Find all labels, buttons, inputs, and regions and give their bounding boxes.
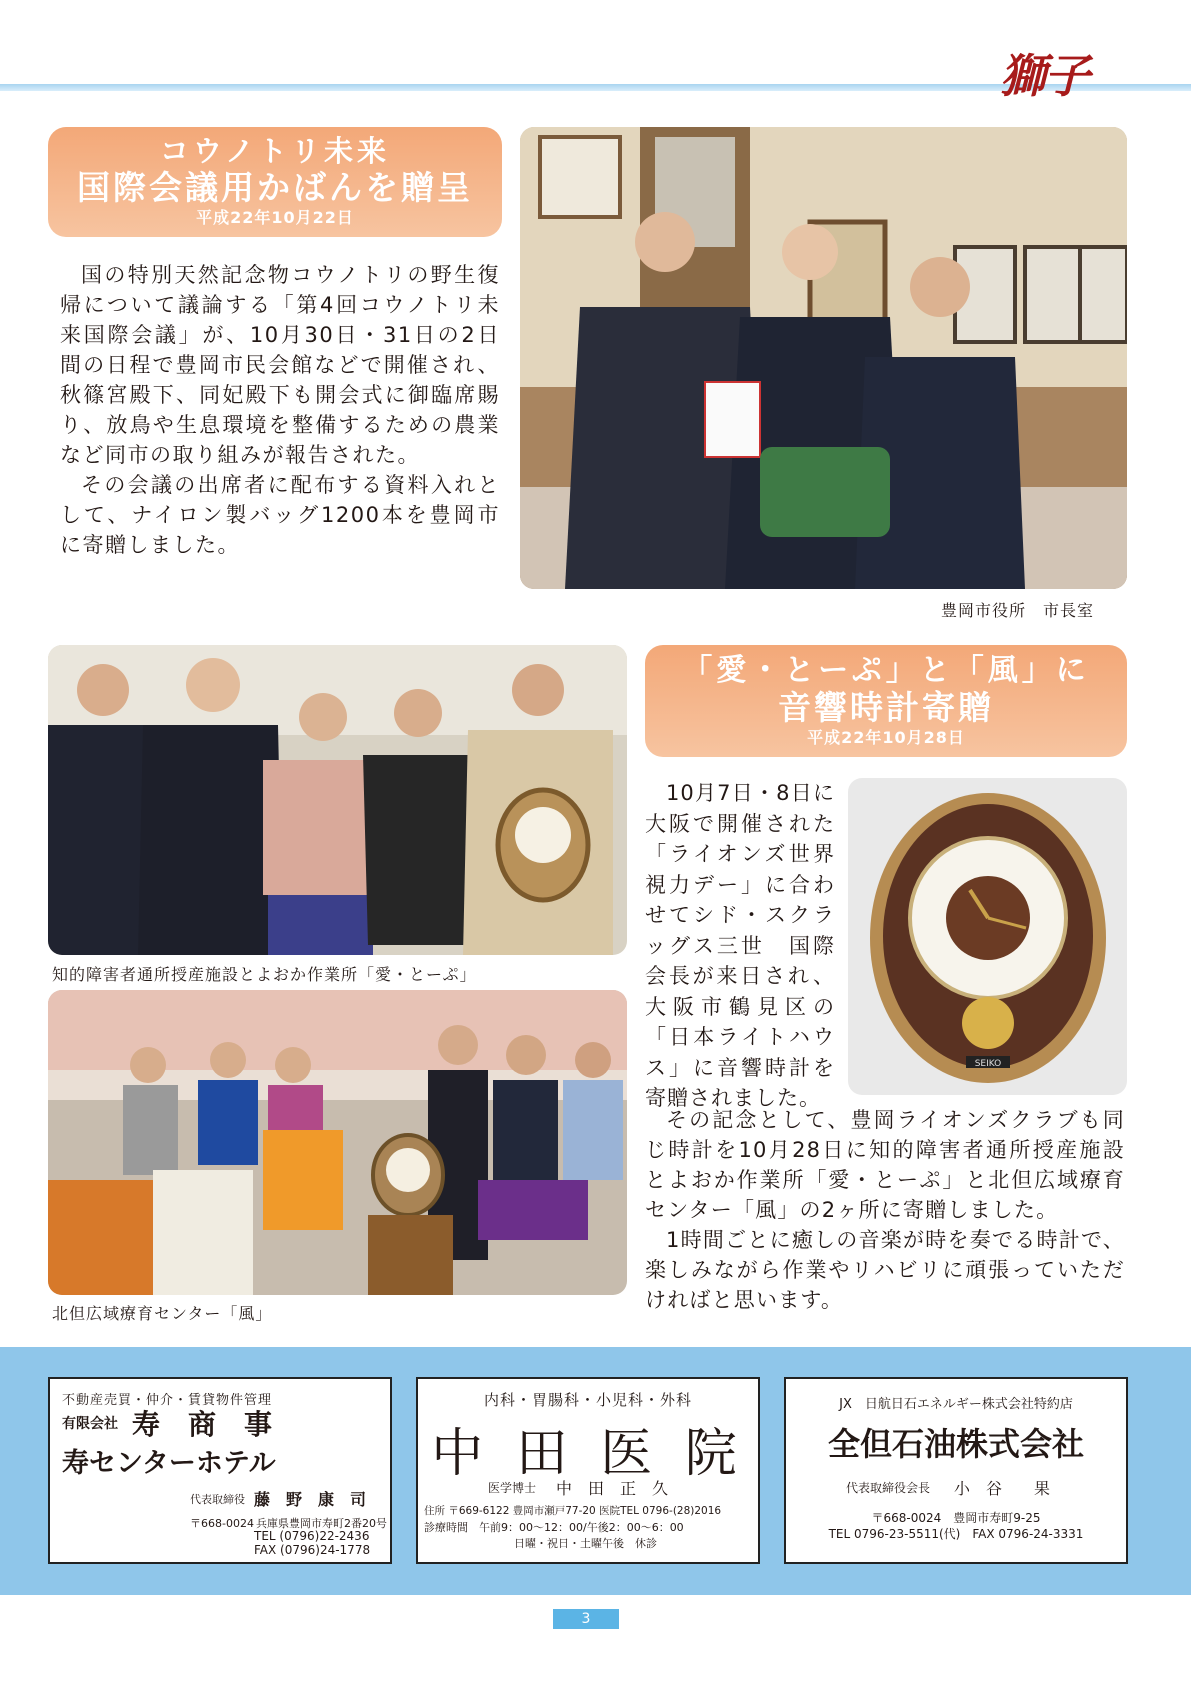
ceremony-photo-image [520, 127, 1127, 589]
ad2-closed: 日曜・祝日・土曜午後 休診 [514, 1537, 657, 1550]
facility-photo-kaze-image [48, 990, 627, 1295]
article1-date: 平成22年10月22日 [196, 208, 354, 227]
ceremony-photo [520, 127, 1127, 589]
logo-text: 獅子 [1000, 49, 1088, 103]
ad1-tel: TEL (0796)22-2436 [254, 1529, 370, 1543]
article1-body [60, 260, 500, 560]
clock-photo-image [848, 778, 1127, 1095]
ad1-company-prefix: 有限会社 [62, 1416, 118, 1432]
clock-brand-label: SEIKO [974, 1059, 1002, 1069]
facility-photo-aitopu [48, 645, 627, 955]
article2-title-line1: 「愛・とーぷ」と「風」に [682, 653, 1090, 688]
article1-paragraph: その会議の出席者に配布する資料入れとして、ナイロン製バッグ1200本を豊岡市に寄贈しました。 [60, 473, 500, 557]
ad1-business: 不動産売買・仲介・賃貸物件管理 [62, 1393, 273, 1408]
article1-paragraph: 国の特別天然記念物コウノトリの野生復帰について議論する「第4回コウノトリ未来国際会議」が、10月30日・31日の2日間の日程で豊岡市民会館などで開催され、秋篠宮殿下、同妃殿下も開会式に御臨席賜り、放鳥や生息環境を整備するための農業など同市の取り組みが報告された。 [60, 263, 500, 467]
ad3-rep-title: 代表取締役会長 [846, 1481, 931, 1495]
facility-photo-aitopu-image [48, 645, 627, 955]
ad2-hours: 診療時間 午前9：00～12：00/午後2：00～6：00 [424, 1521, 684, 1534]
ad-zentan-sekiyu [784, 1377, 1128, 1564]
article2-date: 平成22年10月28日 [807, 728, 965, 747]
ad-nakata-clinic [416, 1377, 760, 1564]
ad3-contact: TEL 0796-23-5511(代) FAX 0796-24-3331 [828, 1527, 1084, 1541]
article2-heading [645, 645, 1127, 757]
ad3-dealer: JX 日航日石エネルギー株式会社特約店 [839, 1397, 1073, 1412]
ad2-doctor-name: 中 田 正 久 [556, 1479, 669, 1498]
ad2-clinic-name: 中 田 医 院 [431, 1424, 745, 1484]
ad3-company: 全但石油株式会社 [827, 1425, 1084, 1463]
ceremony-photo-caption: 豊岡市役所 市長室 [941, 601, 1095, 620]
article2-paragraph: その記念として、豊岡ライオンズクラブも同じ時計を10月28日に知的障害者通所授産施設とよおか作業所「愛・とーぷ」と北但広域療育センター「風」の2ヶ所に寄贈しました。 [645, 1108, 1125, 1222]
ad1-postal: 〒668-0024 [190, 1517, 254, 1530]
article2-body [645, 1105, 1125, 1315]
ad2-departments: 内科・胃腸科・小児科・外科 [483, 1391, 692, 1409]
article2-body-narrow [645, 778, 835, 1114]
facility-photo-aitopu-caption: 知的障害者通所授産施設とよおか作業所「愛・とーぷ」 [52, 965, 477, 984]
ad-kotobuki [48, 1377, 392, 1564]
facility-photo-kaze [48, 990, 627, 1295]
page-number: 3 [553, 1609, 619, 1629]
ad2-address: 住所 〒669-6122 豊岡市瀬戸77-20 医院TEL 0796-(28)2016 [424, 1505, 722, 1517]
ad1-fax: FAX (0796)24-1778 [254, 1543, 371, 1557]
article1-heading [48, 127, 502, 237]
ad3-rep-name: 小 谷 果 [954, 1479, 1051, 1498]
ad1-address: 兵庫県豊岡市寿町2番20号 [256, 1517, 387, 1530]
ad1-rep-name: 藤 野 康 司 [254, 1490, 367, 1509]
ad1-rep-title: 代表取締役 [190, 1493, 245, 1506]
article1-title-line2: 国際会議用かばんを贈呈 [77, 168, 473, 207]
article1-title-line1: コウノトリ未来 [159, 134, 391, 168]
ad2-doctor-title: 医学博士 [488, 1481, 537, 1495]
lions-logo [1000, 40, 1160, 110]
ad1-hotel: 寿センターホテル [62, 1448, 276, 1479]
article2-narrow-paragraph: 10月7日・8日に大阪で開催された「ライオンズ世界視力デー」に合わせてシド・スクラッグス三世 国際会長が来日され、大阪市鶴見区の「日本ライトハウス」に音響時計を寄贈されました。 [645, 781, 835, 1110]
clock-photo [848, 778, 1127, 1095]
article2-paragraph: 1時間ごとに癒しの音楽が時を奏でる時計で、楽しみながら作業やリハビリに頑張っていただければと思います。 [645, 1228, 1125, 1312]
ad3-address: 〒668-0024 豊岡市寿町9-25 [871, 1511, 1041, 1525]
ad1-company: 寿 商 事 [132, 1408, 273, 1441]
article2-title-line2: 音響時計寄贈 [778, 688, 994, 727]
facility-photo-kaze-caption: 北但広域療育センター「風」 [52, 1304, 273, 1323]
